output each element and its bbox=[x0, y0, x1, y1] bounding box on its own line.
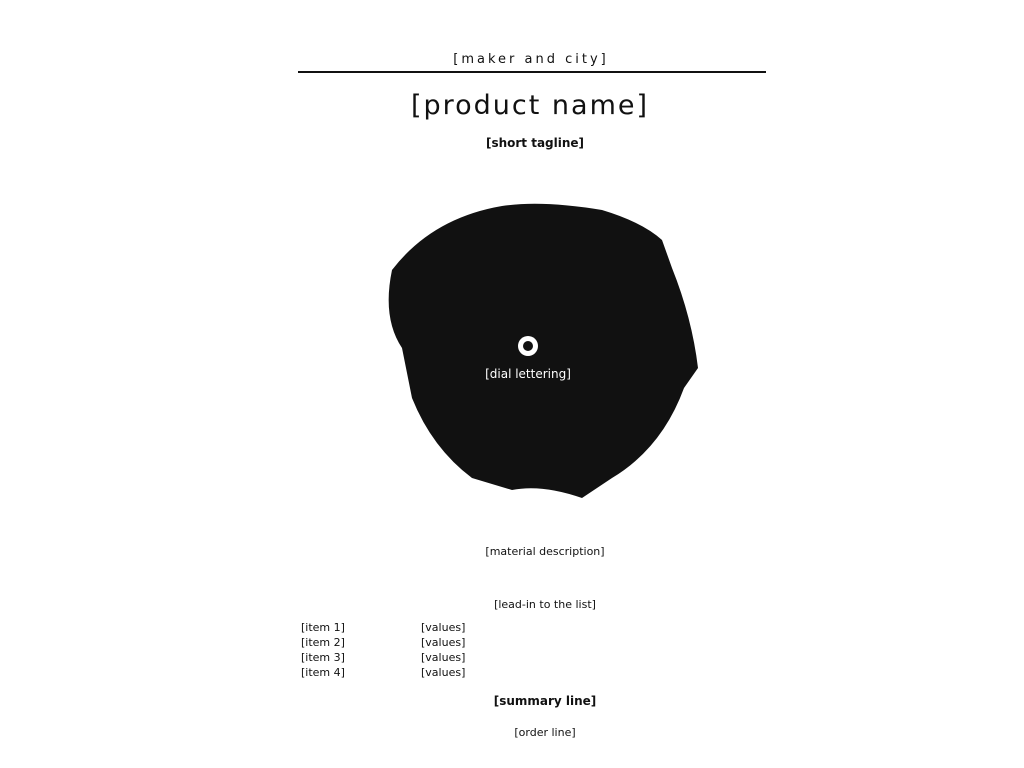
spec-row bbox=[301, 650, 721, 665]
spec-label: [item 4] bbox=[301, 666, 345, 679]
dial-center-label: [dial lettering] bbox=[485, 367, 571, 381]
spec-label: [item 3] bbox=[301, 651, 345, 664]
spec-row bbox=[301, 635, 721, 650]
dial-body bbox=[389, 204, 698, 498]
spec-label: [item 2] bbox=[301, 636, 345, 649]
spec-value: [values] bbox=[421, 666, 466, 679]
specs-list bbox=[301, 620, 721, 680]
spec-value: [values] bbox=[421, 636, 466, 649]
page-subtitle: [short tagline] bbox=[485, 136, 585, 150]
page-title: [product name] bbox=[410, 90, 650, 121]
spec-row bbox=[301, 620, 721, 635]
spec-label: [item 1] bbox=[301, 621, 345, 634]
spec-value: [values] bbox=[421, 651, 466, 664]
spec-row bbox=[301, 665, 721, 680]
page-header: [maker and city] bbox=[453, 52, 609, 67]
order-line: [order line] bbox=[514, 726, 576, 739]
specs-intro: [lead-in to the list] bbox=[494, 598, 596, 611]
map-measurer-illustration bbox=[372, 178, 706, 508]
summary-line: [summary line] bbox=[493, 694, 597, 708]
figure-caption: [material description] bbox=[485, 545, 605, 558]
spec-value: [values] bbox=[421, 621, 466, 634]
header-rule bbox=[298, 71, 766, 73]
